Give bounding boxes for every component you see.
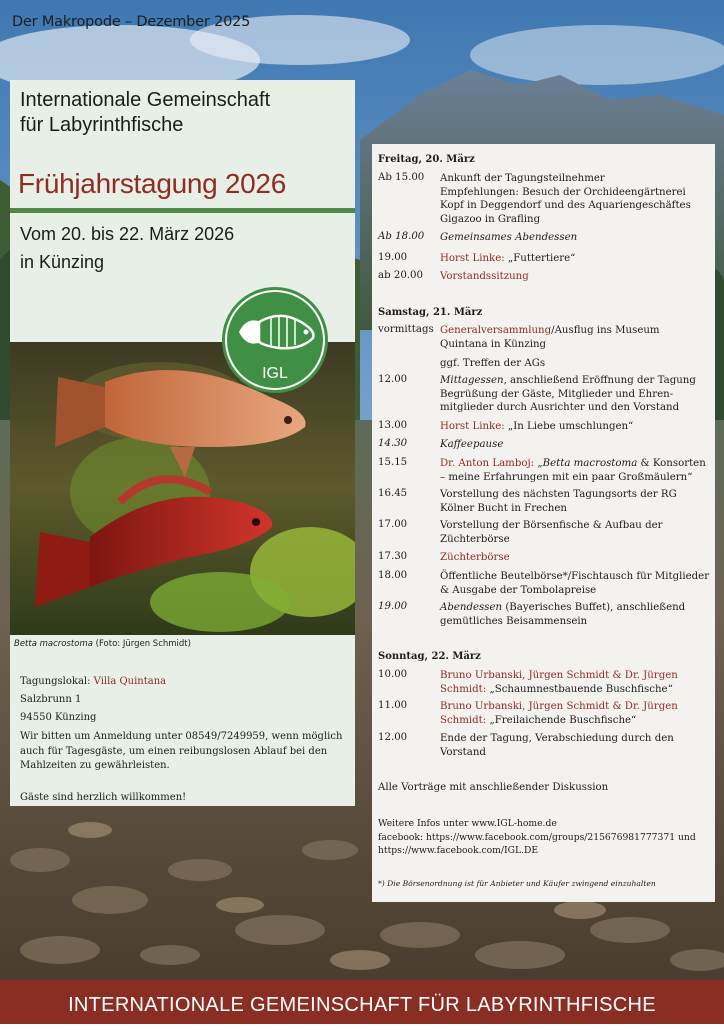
footnote: *) Die Börsenordnung ist für Anbieter und Käufer zwingend einzuhalten	[378, 879, 656, 888]
day-heading-sunday: Sonntag, 22. März	[378, 651, 481, 662]
day-heading-friday: Freitag, 20. März	[378, 154, 475, 165]
photo-caption: Betta macrostoma (Foto: Jürgen Schmidt)	[14, 639, 191, 649]
igl-logo	[221, 286, 329, 394]
more-info: Weitere Infos unter www.IGL-home.de facebook: https://www.facebook.com/groups/215676981777371 und https://www.facebook.com/IGL.DE	[378, 817, 708, 858]
event-flyer-card	[10, 80, 355, 806]
facebook-link[interactable]: facebook: https://www.facebook.com/groups/215676981777371 und	[378, 831, 696, 843]
program-card: Freitag, 20. März Ab 15.00 Ankunft der Tagungsteilnehmer Empfehlungen: Besuch der Orchideengärtnerei Kopf in Deggendorf und des Aquariengeschäftes Gigazoo in Grafling Ab 18.00 Gemeinsames Abendessen 19.00 Horst Linke: „Futtertiere“ ab 20.00 Vorstandssitzung Samstag, 21. März vormittags Generalversammlung/Ausflug ins Museum Quintana in Künzing ggf. Treffen der AGs 12.00 Mittagessen, anschließend Eröffnung der Tagung Begrüßung der Gäste, Mitglieder und Ehrenmitglieder durch Ausrichter und den Vorstand 13.00 Horst Linke: „In Liebe umschlungen“ 14.30 Kaffeepause 15.15 Dr. Anton Lamboj: „Betta macrostoma & Konsorten – meine Erfahrungen mit ein paar Großmäulern“ 16.45 Vorstellung des nächsten Tagungsorts der RG Kölner Bucht in Frechen 17.00 Vorstellung der Börsenfische & Aufbau der Züchterbörse 17.30 Züchterbörse 18.00 Öffentliche Beutelbörse*/Fischtausch für Mitglieder & Ausgabe der Tombolapreise 19.00 Abendessen (Bayerisches Buffet), anschließend gemütliches Beisammensein Sonntag, 22. März 10.00 Bruno Urbanski, Jürgen Schmidt & Dr. Jürgen Schmidt: „Schaumnestbauende Buschfische“ 11.00 Bruno Urbanski, Jürgen Schmidt & Dr. Jürgen Schmidt: „Freilaichende Buschfische“ 12.00 Ende der Tagung, Verabschiedung durch den Vorstand Alle Vorträge mit anschließender Diskussion Weitere Infos unter www.IGL-home.de facebook: https://www.facebook.com/groups/215676981777371 und https://www.facebook.com/IGL.DE *) Die Börsenordnung ist für Anbieter und Käufer zwingend einzuhalten	[372, 144, 715, 902]
logo-text: IGL	[262, 365, 288, 382]
event-dates: Vom 20. bis 22. März 2026 in Künzing	[20, 224, 235, 272]
venue-name: Villa Quintana	[93, 676, 167, 687]
divider	[10, 208, 355, 213]
venue-info: Tagungslokal: Villa Quintana Salzbrunn 1 94550 Künzing Wir bitten um Anmeldung unter 08549/7249959, wenn möglich auch für Tagesgäste, um einen reibungslosen Ablauf bei den Mahlzeiten zu gewährleisten. Gäste sind herzlich willkommen!	[20, 674, 350, 806]
day-heading-saturday: Samstag, 21. März	[378, 307, 483, 318]
discussion-note: Alle Vorträge mit anschließender Diskussion	[378, 782, 609, 793]
facebook-link[interactable]: https://www.facebook.com/IGL.DE	[378, 845, 539, 856]
venue-street: Salzbrunn 1	[20, 694, 82, 705]
event-title: Frühjahrstagung 2026	[18, 168, 286, 199]
organization-name: Internationale Gemeinschaft für Labyrinthfische	[20, 89, 271, 136]
footer-banner: INTERNATIONALE GEMEINSCHAFT FÜR LABYRINTHFISCHE	[0, 980, 724, 1024]
venue-city: 94550 Künzing	[20, 712, 97, 723]
issue-header: Der Makropode – Dezember 2025	[12, 14, 251, 30]
registration-note: Wir bitten um Anmeldung unter 08549/7249959, wenn möglich auch für Tagesgäste, um einen reibungslosen Ablauf bei den Mahlzeiten zu gewährleisten.	[20, 731, 343, 771]
welcome-text: Gäste sind herzlich willkommen!	[20, 791, 187, 803]
